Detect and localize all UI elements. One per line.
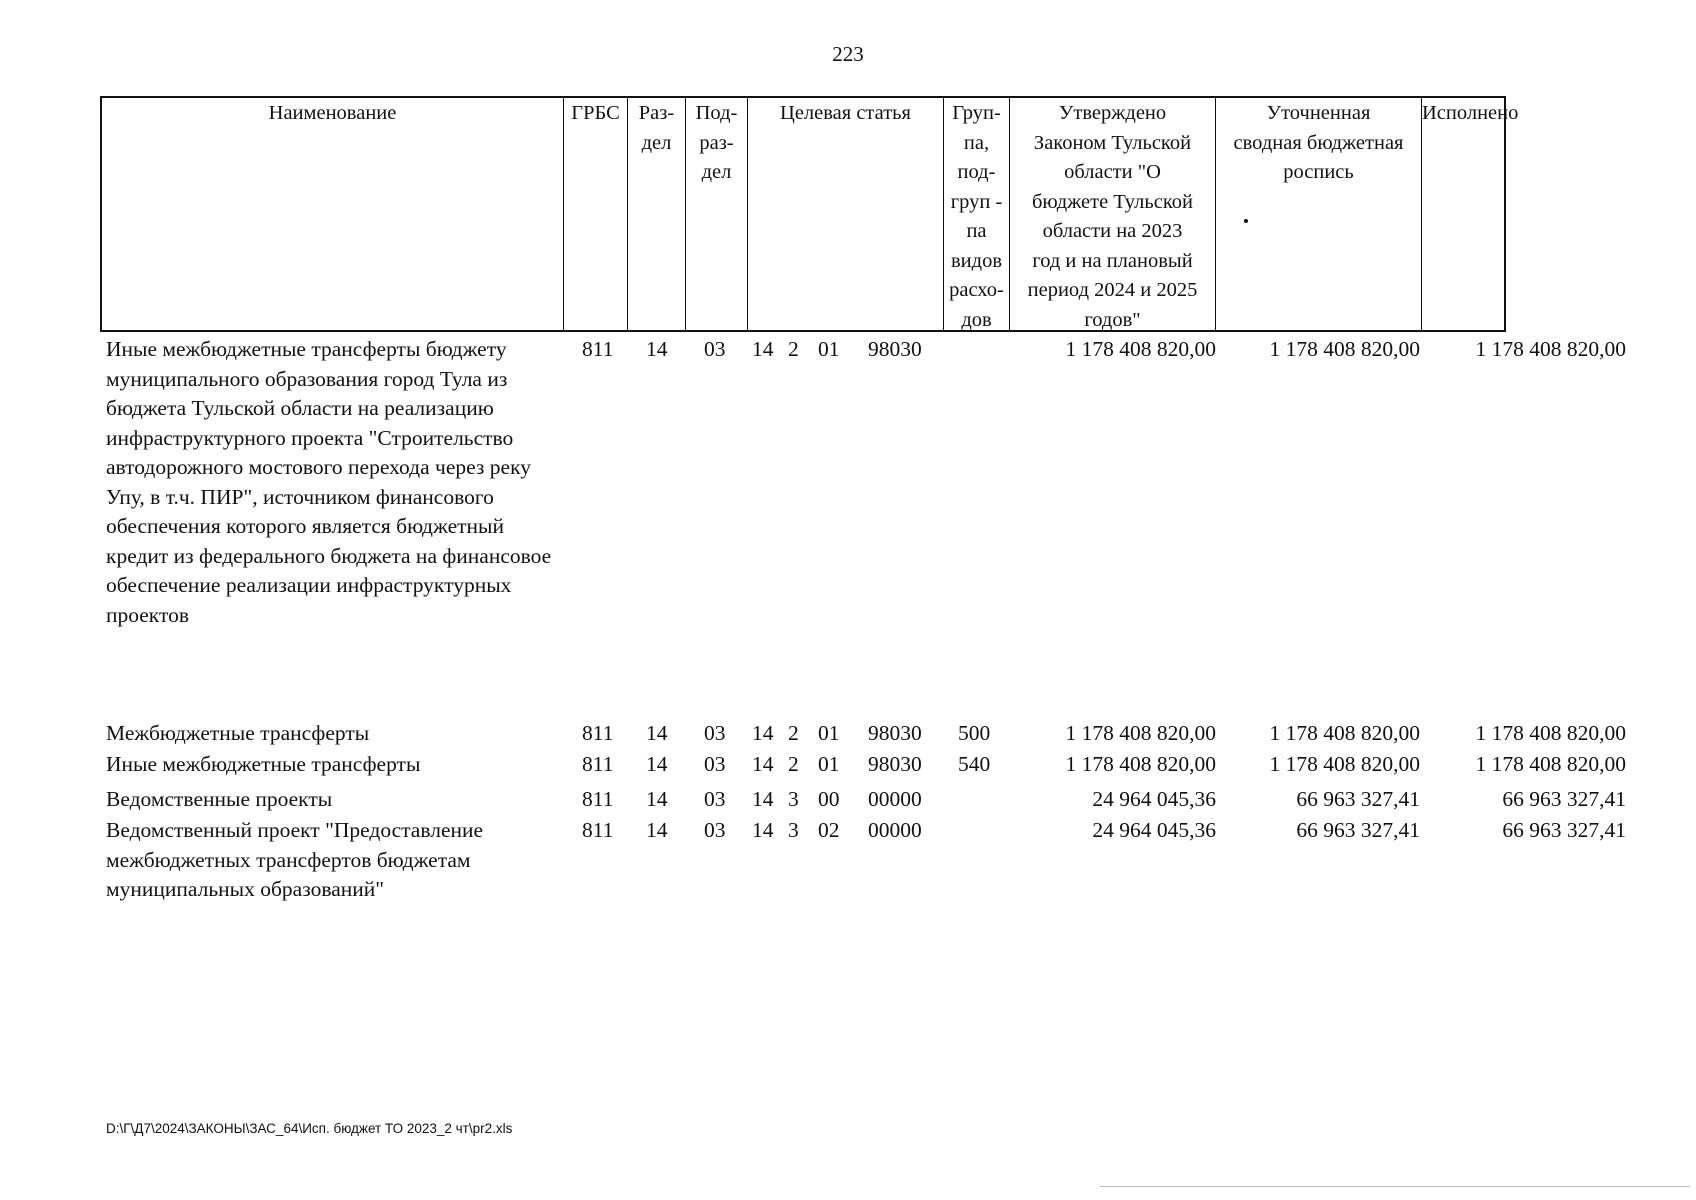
row-target-program: 14 [752, 787, 774, 811]
row-approved: 24 964 045,36 [1092, 787, 1216, 811]
row-revised: 66 963 327,41 [1296, 818, 1420, 842]
row-executed: 66 963 327,41 [1502, 818, 1626, 842]
scan-dot [1244, 219, 1248, 223]
header-name: Наименование [102, 98, 564, 330]
row-expense-group: 540 [958, 752, 991, 776]
row-target-item: 00 [818, 787, 840, 811]
row-subsection: 03 [704, 818, 726, 842]
row-target-direction: 98030 [868, 721, 922, 745]
row-revised: 1 178 408 820,00 [1269, 721, 1420, 745]
row-target-type: 2 [788, 721, 799, 745]
row-approved: 24 964 045,36 [1092, 818, 1216, 842]
row-target-type: 2 [788, 337, 799, 361]
row-grbs: 811 [582, 721, 614, 745]
header-section: Раз- дел [628, 98, 686, 330]
row-name: Межбюджетные трансферты [106, 721, 370, 745]
scan-artifact-line [1100, 1186, 1690, 1187]
header-revised: Уточненная сводная бюджетная роспись [1216, 98, 1422, 330]
row-grbs: 811 [582, 752, 614, 776]
row-target-direction: 98030 [868, 337, 922, 361]
header-grbs: ГРБС [564, 98, 628, 330]
row-subsection: 03 [704, 752, 726, 776]
row-target-program: 14 [752, 721, 774, 745]
row-section: 14 [646, 787, 668, 811]
row-target-program: 14 [752, 752, 774, 776]
row-name: Иные межбюджетные трансферты [106, 752, 421, 776]
row-approved: 1 178 408 820,00 [1065, 752, 1216, 776]
row-target-item: 01 [818, 721, 840, 745]
header-executed: Исполнено [1422, 102, 1519, 124]
row-target-type: 3 [788, 818, 799, 842]
row-executed: 1 178 408 820,00 [1475, 752, 1626, 776]
row-name: Ведомственные проекты [106, 787, 333, 811]
header-target-article: Целевая статья [748, 98, 944, 330]
row-name: Иные межбюджетные трансферты бюджету муниципального образования город Тула из бюджета Тульской области на реализацию инфраструктурного проекта "Строительство автодорожного мостового перехода через реку Упу, в т.ч. ПИР", источником финансового обеспечения которого является бюджетный кредит из федерального бюджета на финансовое обеспечение реализации инфраструктурных проектов [106, 337, 552, 627]
row-section: 14 [646, 337, 668, 361]
row-name: Ведомственный проект "Предоставление межбюджетных трансфертов бюджетам муниципальных образований" [106, 818, 484, 901]
page-number: 223 [832, 42, 864, 66]
row-target-direction: 98030 [868, 752, 922, 776]
file-path-footer: D:\Г\Д7\2024\ЗАКОНЫ\ЗАС_64\Исп. бюджет ТО 2023_2 чт\pr2.xls [106, 1121, 513, 1136]
row-target-direction: 00000 [868, 818, 922, 842]
row-grbs: 811 [582, 337, 614, 361]
row-revised: 66 963 327,41 [1296, 787, 1420, 811]
row-revised: 1 178 408 820,00 [1269, 752, 1420, 776]
row-target-type: 3 [788, 787, 799, 811]
row-approved: 1 178 408 820,00 [1065, 337, 1216, 361]
row-target-program: 14 [752, 818, 774, 842]
row-target-direction: 00000 [868, 787, 922, 811]
row-executed: 66 963 327,41 [1502, 787, 1626, 811]
row-revised: 1 178 408 820,00 [1269, 337, 1420, 361]
row-executed: 1 178 408 820,00 [1475, 337, 1626, 361]
row-target-item: 02 [818, 818, 840, 842]
row-target-item: 01 [818, 752, 840, 776]
row-approved: 1 178 408 820,00 [1065, 721, 1216, 745]
row-section: 14 [646, 721, 668, 745]
row-subsection: 03 [704, 721, 726, 745]
row-target-item: 01 [818, 337, 840, 361]
row-target-program: 14 [752, 337, 774, 361]
header-expense-group: Груп- па, под- груп - па видов расхо- дов [944, 98, 1010, 330]
row-grbs: 811 [582, 818, 614, 842]
row-subsection: 03 [704, 787, 726, 811]
header-approved: Утверждено Законом Тульской области "О бюджете Тульской области на 2023 год и на плановый период 2024 и 2025 годов" [1010, 98, 1216, 330]
row-executed: 1 178 408 820,00 [1475, 721, 1626, 745]
table-header [100, 96, 1519, 332]
row-section: 14 [646, 818, 668, 842]
row-section: 14 [646, 752, 668, 776]
row-grbs: 811 [582, 787, 614, 811]
row-expense-group: 500 [958, 721, 991, 745]
header-subsection: Под- раз- дел [686, 98, 748, 330]
row-subsection: 03 [704, 337, 726, 361]
row-target-type: 2 [788, 752, 799, 776]
